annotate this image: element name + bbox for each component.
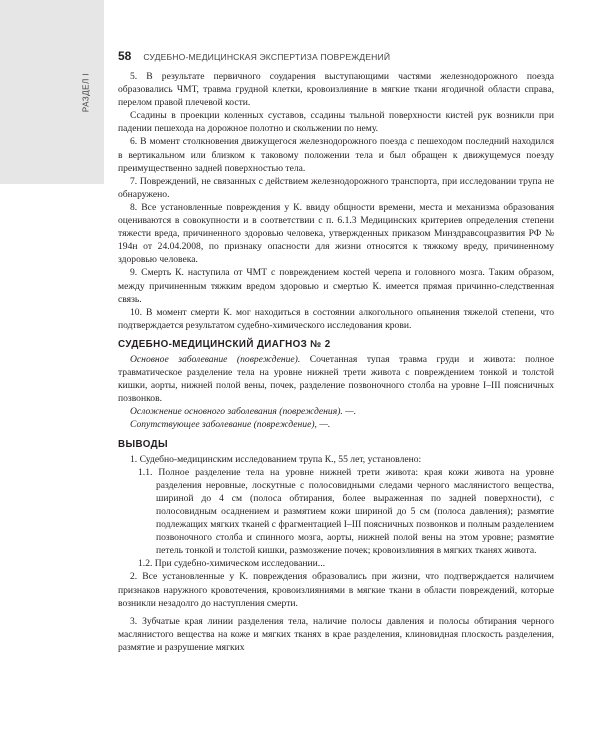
diagnosis-complication: Осложнение основного заболевания (повреждения). —.: [130, 406, 357, 418]
diagnosis-main: [118, 353, 554, 405]
section-side-tab: [0, 0, 104, 184]
page-content: [118, 70, 554, 654]
page-header: [118, 49, 558, 63]
paragraph-9: 9. Смерть К. наступила от ЧМТ с повреждением костей черепа и головного мозга. Таким образом, между причиненным тяжким вредом здоровью и смертью К. имеется прямая причинно-следственная связь.: [118, 267, 554, 305]
diagnosis-concomitant: Сопутствующее заболевание (повреждение), —.: [130, 419, 331, 431]
conclusions-heading: ВЫВОДЫ: [118, 438, 168, 450]
conclusion-2: 2. Все установленные у К. повреждения образовались при жизни, что подтверждается наличием признаков наружного кровотечения, кровоизлияниями в мягкие ткани в области повреждений, которые возникли незадолго до наступления смерти.: [118, 571, 554, 609]
conclusion-1: 1. Судебно-медицинским исследованием трупа К., 55 лет, установлено:: [130, 453, 422, 465]
paragraph-10: 10. В момент смерти К. мог находиться в состоянии алкогольного опьянения тяжелой степени, что подтверждается результатом судебно-химического исследования крови.: [118, 306, 554, 331]
diagnosis-main-label: Основное заболевание (повреждение).: [130, 353, 301, 365]
conclusion-1-2: 1.2. При судебно-химическом исследовании...: [138, 558, 325, 570]
diagnosis-main-text: Сочетанная тупая травма груди и живота: полное травматическое разделение тела на уровне нижней трети живота с повреждением тонкой и толстой кишки, аорты, нижней полой вены, почек, разделение позвоночного столба на уровне I–III поясничных позвонков.: [118, 353, 554, 405]
running-title: СУДЕБНО-МЕДИЦИНСКАЯ ЭКСПЕРТИЗА ПОВРЕЖДЕНИЙ: [143, 52, 391, 62]
conclusion-3: 3. Зубчатые края линии разделения тела, наличие полосы давления и полосы обтирания черного маслянистого вещества на коже и мягких тканях в крае разделения, клиновидная плоскость разделения, размятие и разрушение мягких: [118, 615, 554, 653]
paragraph-5: 5. В результате первичного соударения выступающими частями железнодорожного поезда образовались ЧМТ, травма грудной клетки, кровоизлияние в мягкие ткани ягодичной области справа, перелом правой плечевой кости.: [118, 71, 554, 109]
diagnosis-heading: СУДЕБНО-МЕДИЦИНСКИЙ ДИАГНОЗ № 2: [118, 338, 331, 350]
paragraph-8: 8. Все установленные повреждения у К. ввиду общности времени, места и механизма образования оцениваются в совокупности и в соответствии с п. 6.1.3 Медицинских критериев определения степени тяжести вреда, причиненного здоровью человека, утвержденных приказом Минздравсоцразвития РФ № 194н от 24.04.2008, по признаку опасности для жизни относятся к тяжкому вреду, причиненному здоровью человека.: [118, 201, 554, 266]
paragraph-5b: Ссадины в проекции коленных суставов, ссадины тыльной поверхности кистей рук возникли при падении пешехода на дорожное полотно и скольжении по нему.: [118, 110, 554, 135]
page-number: 58: [118, 49, 132, 63]
paragraph-6: 6. В момент столкновения движущегося железнодорожного поезда с пешеходом последний находился в вертикальном или близком к таковому положении тела и был обращен к движущемуся поезду преимущественно задней поверхностью тела.: [118, 136, 554, 174]
paragraph-7: 7. Повреждений, не связанных с действием железнодорожного транспорта, при исследовании трупа не обнаружено.: [118, 175, 554, 200]
section-label: РАЗДЕЛ I: [81, 72, 91, 113]
conclusion-1-1: 1.1. Полное разделение тела на уровне нижней трети живота: края кожи живота на уровне разделения неровные, лоскутные с полосовидными следами черного маслянистого вещества, шириной до 4 см (полоса обтирания, более выраженная по задней поверхности), с полосовидным осаднением и размятием кожи шириной до 5 см (полоса давления); размятие подлежащих мягких тканей с фрагментацией I–III поясничных позвонков и полным разделением позвоночного столба и спинного мозга, аорты, нижней полой вены на этом уровне; размятие петель тонкой и толстой кишки, размозжение почек; кровоизлияния в мягких тканях живота.: [138, 466, 554, 557]
